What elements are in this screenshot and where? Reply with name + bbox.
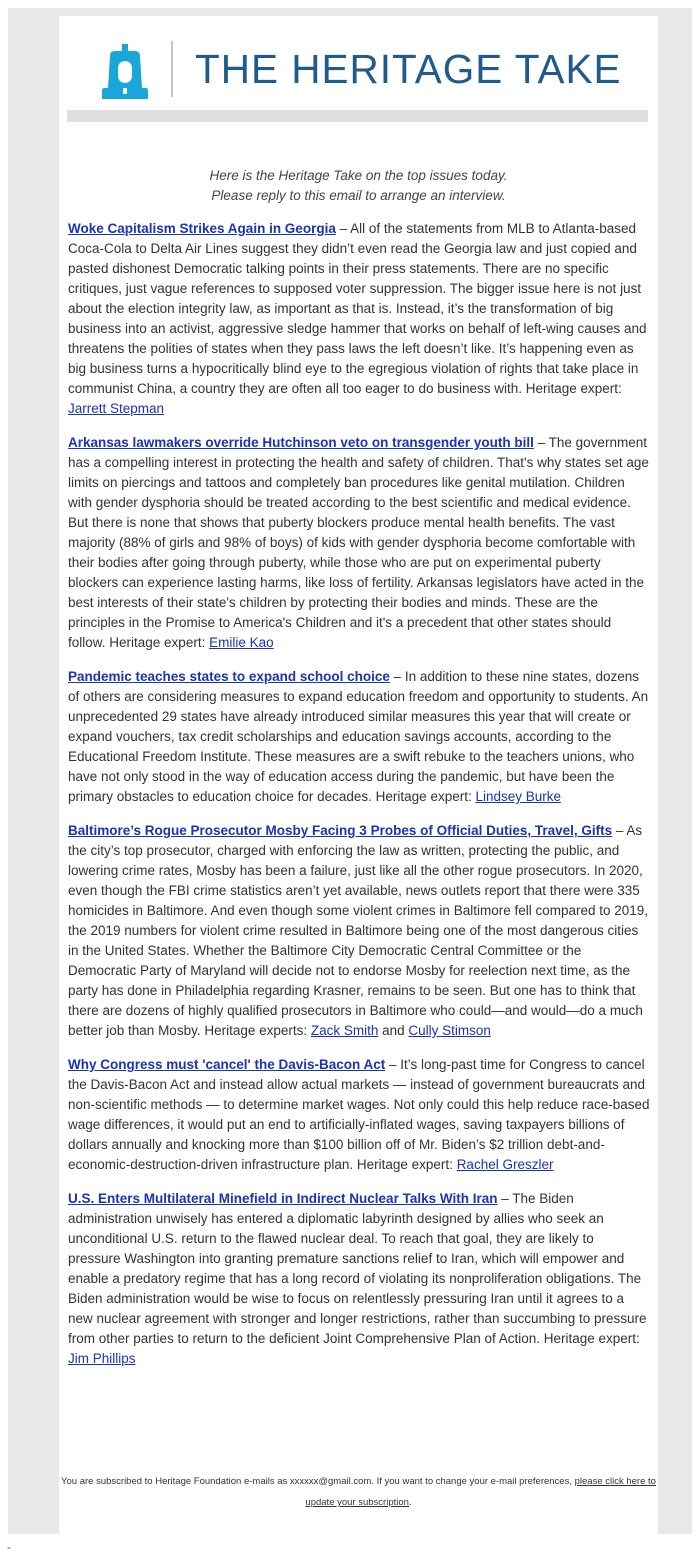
news-item-body: – The Biden administration unwisely has entered a diplomatic labyrinth designed by allies who seek an unconditional U.S. return to the flawed nuclear deal. To reach that goal, they are likely to pressure Washington into granting premature sanctions relief to Iran, which will empower and enable a predatory regime that has a long record of violating its nonproliferation obligations. The Biden administration would be wise to focus on relentlessly pressuring Iran until it agrees to a new nuclear agreement with stronger and longer restrictions, rather than succumbing to pressure from other parties to return to the deficient Joint Comprehensive Plan of Action. Heritage expert: [68, 1191, 647, 1346]
logo-wordmark: THE HERITAGE TAKE [195, 46, 622, 92]
footer-text: You are subscribed to Heritage Foundation e-mails as xxxxxx@gmail.com. If you want to change your e-mail preferences, [61, 1476, 575, 1487]
expert-link[interactable]: Rachel Greszler [456, 1157, 554, 1172]
news-items [68, 219, 650, 1383]
news-item-body: – All of the statements from MLB to Atlanta-based Coca-Cola to Delta Air Lines suggest they didn’t even read the Georgia law and just copied and pasted dishonest Democratic talking points in their press statements. There are no specific critiques, just vague references to supposed voter suppression. The bigger issue here is not just about the election integrity law, as important as that is. Instead, it’s the transformation of big business into an activist, aggressive sledge hammer that works on behalf of left-wing causes and threatens the polities of states when they pass laws the left doesn’t like. It’s happening even as big business turns a hypocritically blind eye to the egregious violation of rights that take place in communist China, a country they are often all too eager to do business with. Heritage expert: [68, 221, 647, 396]
email-header [59, 16, 658, 136]
news-item-body: – It’s long-past time for Congress to cancel the Davis-Bacon Act and instead allow actual markets — instead of government bureaucrats and non-scientific methods — to determine market wages. Not only could this help reduce race-based wage differences, it would put an end to artificially-inflated wages, saving taxpayers billions of dollars annually and knocking more than $100 billion off of Mr. Biden’s $2 trillion debt-and-economic-destruction-driven infrastructure plan. Heritage expert: [68, 1057, 650, 1172]
liberty-bell-icon [102, 44, 148, 99]
stray-mark: - [7, 1540, 11, 1554]
expert-link[interactable]: Jim Phillips [68, 1351, 136, 1366]
email-background [8, 8, 692, 1534]
news-item [68, 219, 650, 419]
news-item [68, 1055, 650, 1175]
news-item [68, 821, 650, 1041]
email-card [59, 16, 658, 1542]
expert-link[interactable]: Lindsey Burke [475, 789, 562, 804]
news-item-title-link[interactable]: U.S. Enters Multilateral Minefield in Indirect Nuclear Talks With Iran [68, 1191, 498, 1206]
logo-divider [171, 41, 173, 97]
news-item [68, 1189, 650, 1369]
news-item-title-link[interactable]: Arkansas lawmakers override Hutchinson veto on transgender youth bill [68, 435, 534, 450]
news-item-title-link[interactable]: Baltimore’s Rogue Prosecutor Mosby Facing 3 Probes of Official Duties, Travel, Gifts [68, 823, 613, 838]
news-item-body: – In addition to these nine states, dozens of others are considering measures to expand education freedom and opportunity to students. An unprecedented 29 states have already introduced similar measures this year that will create or expand vouchers, tax credit scholarships and education savings accounts, according to the Educational Freedom Institute. These measures are a swift rebuke to the teachers unions, who have not only stood in the way of education access during the pandemic, but have been the primary obstacles to education choice for decades. Heritage expert: [68, 669, 649, 804]
news-item-title-link[interactable]: Why Congress must 'cancel' the Davis-Bacon Act [68, 1057, 386, 1072]
expert-link[interactable]: Jarrett Stepman [68, 401, 165, 416]
email-footer [59, 1471, 658, 1513]
news-item-body: – As the city’s top prosecutor, charged with enforcing the law as written, protecting the public, and lowering crime rates, Mosby has been a failure, just like all the other rogue prosecutors. In 2020, even though the FBI crime statistics aren’t yet available, news outlets report that there were 335 homicides in Baltimore. And even though some violent crimes in Baltimore fell compared to 2019, the 2019 numbers for violent crime resulted in Baltimore being one of the most dangerous cities in the United States. Whether the Baltimore City Democratic Central Committee or the Democratic Party of Maryland will decide not to endorse Mosby for reelection next time, as the party has done in Philadelphia regarding Krasner, remains to be seen. But one has to think that there are dozens of highly qualified prosecutors in Baltimore who could—and would—do a much better job than Mosby. Heritage experts: [68, 823, 649, 1038]
intro-text [59, 166, 658, 206]
news-item [68, 433, 650, 653]
footer-period: . [408, 1497, 412, 1508]
intro-line-2: Please reply to this email to arrange an interview. [211, 188, 506, 203]
expert-link[interactable]: Zack Smith [310, 1023, 379, 1038]
update-subscription-link[interactable]: please click here to update your subscription [305, 1476, 656, 1508]
intro-line-1: Here is the Heritage Take on the top issues today. [209, 168, 508, 183]
news-item-title-link[interactable]: Pandemic teaches states to expand school choice [68, 669, 390, 684]
header-divider-bar [67, 110, 648, 122]
expert-link[interactable]: Emilie Kao [209, 635, 274, 650]
expert-link[interactable]: Cully Stimson [408, 1023, 491, 1038]
news-item-body: – The government has a compelling interest in protecting the health and safety of children. That's why states set age limits on piercings and tattoos and completely ban procedures like genital mutilation. Children with gender dysphoria should be treated according to the best scientific and medical evidence. But there is none that shows that puberty blockers produce mental health benefits. The vast majority (88% of girls and 98% of boys) of kids with gender dysphoria become comfortable with their bodies after going through puberty, while those who are put on experimental puberty blockers can experience lasting harms, like loss of fertility. Arkansas legislators have acted in the best interests of their state's children by protecting their bodies and minds. These are the principles in the Promise to America's Children and it's a precedent that other states should follow. Heritage expert: [68, 435, 649, 650]
news-item-title-link[interactable]: Woke Capitalism Strikes Again in Georgia [68, 221, 336, 236]
expert-joiner: and [378, 1023, 409, 1038]
news-item [68, 667, 650, 807]
